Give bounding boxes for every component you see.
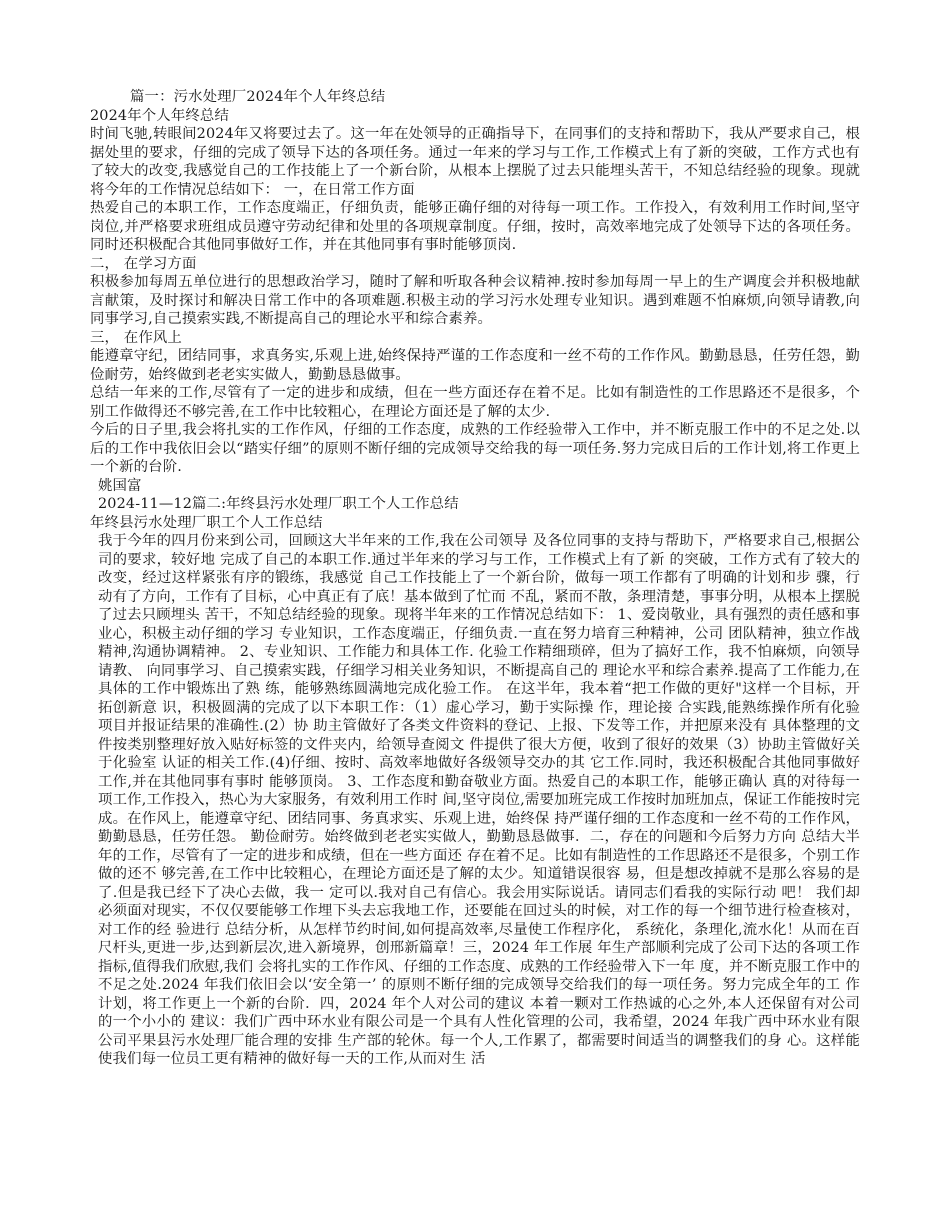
paragraph-summary: 总结一年来的工作,尽管有了一定的进步和成绩，但在一些方面还存在着不足。比如有制造性的工作思路还不是很多，个别工作做得还不够完善,在工作中比较粗心，在理论方面还是了解的太少. (90, 385, 860, 420)
paragraph-future: 今后的日子里,我会将扎实的工作作风，仔细的工作态度，成熟的工作经验带入工作中，并不断克服工作中的不足之处.以后的工作中我依旧会以“踏实仔细”的原则不断仔细的完成领导交给我的每一项任务.努力完成日后的工作计划,将工作更上一个新的台阶. (90, 422, 860, 475)
paragraph-report-2: 我于今年的四月份来到公司，回顾这大半年来的工作,我在公司领导 及各位同事的支持与帮助下，严格要求自己,根据公司的要求，较好地 完成了自己的本职工作.通过半年来的学习与工作，工作模式上有了新 的突破，工作方式有了较大的改变，经过这样紧张有序的锻练，我感觉 自己工作技能上了一个新台阶，做每一项工作都有了明确的计划和步 骤，行动有了方向，工作有了目标，心中真正有了底！基本做到了忙而 不乱，紧而不散，条理清楚，事事分明，从根本上摆脱了过去只顾埋头 苦干，不知总结经验的现象。现将半年来的工作情况总结如下： 1、爱岗敬业，具有强烈的责任感和事业心，积极主动仔细的学习 专业知识，工作态度端正，仔细负责.一直在努力培育三种精神，公司 团队精神，独立作战精神,沟通协调精神。 2、专业知识、工作能力和具体工作. 化验工作精细琐碎，但为了搞好工作，我不怕麻烦，向领导请教、 向同事学习、自己摸索实践，仔细学习相关业务知识，不断提高自己的 理论水平和综合素养.提高了工作能力,在具体的工作中锻炼出了熟 练，能够熟练圆满地完成化验工作。 在这半年，我本着“把工作做的更好"这样一个目标，开拓创新意 识，积极圆满的完成了以下本职工作：（1）虚心学习，勤于实际操 作，理论接 合实践,能熟练操作所有化验项目并报证结果的准确性.(2）协 助主管做好了各类文件资料的登记、上报、下发等工作，并把原来没有 具体整理的文件按类别整理好放入贴好标签的文件夹内，给领导查阅文 件提供了很大方便，收到了很好的效果（3）协助主管做好关于化验室 认证的相关工作.(4)仔细、按时、高效率地做好各级领导交办的其 它工作.同时，我还积极配合其他同事做好工作,并在其他同事有事时 能够顶岗。 3、工作态度和勤奋敬业方面。热爱自己的本职工作，能够正确认 真的对待每一项工作,工作投入，热心为大家服务，有效利用工作时 间,坚守岗位,需要加班完成工作按时加班加点，保证工作能按时完 成。在作风上，能遵章守纪、团结同事、务真求实、乐观上进，始终保 持严谨仔细的工作态度和一丝不苟的工作作风，勤勤恳恳，任劳任怨。 勤俭耐劳。始终做到老老实实做人，勤勤恳恳做事．二，存在的问题和今后努力方向 总结大半年的工作，尽管有了一定的进步和成绩，但在一些方面还 存在着不足。比如有制造性的工作思路还不是很多，个别工作做的还不 够完善,在工作中比较粗心，在理论方面还是了解的太少。知道错误很容 易，但是想改掉就不是那么容易的是了.但是我已经下了决心去做，我一 定可以.我对自己有信心。我会用实际说话。请同志们看我的实际行动 吧！ 我们却必须面对现实，不仅仅要能够工作埋下头去忘我地工作，还要能在回过头的时候，对工作的每一个细节进行检查核对，对工作的经 验进行 总结分析，从怎样节约时间,如何提高效率,尽量使工作程序化， 系统化，条理化,流水化！从而在百尺杆头,更进一步,达到新层次,进入新境界，创邢新篇章！三，2024 年工作展 年生产部顺利完成了公司下达的各项工作指标,值得我们欣慰,我们 会将扎实的工作作风、仔细的工作态度、成熟的工作经验带入下一年 度，并不断克服工作中的不足之处.2024 年我们依旧会以‘安全第一’ 的原则不断仔细的完成领导交给我们的每一项任务。努力完成全年的工 作计划，将工作更上一个新的台阶．四，2024 年个人对公司的建议 本着一颗对工作热诚的心之外,本人还保留有对公司的一个小小的 建议：我们广西中环水业有限公司是一个具有人性化管理的公司，我希望，2024 年我广西中环水业有限公司平果县污水处理厂能合理的安排 生产部的轮休。每一个人,工作累了，都需要时间适当的调整我们的身 心。这样能使我们每一位员工更有精神的做好每一天的工作,从而对生 活 (98, 533, 860, 1067)
document-body (90, 88, 860, 1069)
signature-name: 姚国富 (98, 477, 142, 494)
subheading-study: 二， 在学习方面 (90, 255, 197, 272)
date-and-section-heading-2: 2024-11—12篇二:年终县污水处理厂职工个人工作总结 (98, 496, 459, 512)
section-heading-1: 篇一：污水处理厂2024年个人年终总结 (130, 89, 386, 105)
document-title-2: 年终县污水处理厂职工个人工作总结 (90, 514, 323, 531)
subheading-style: 三， 在作风上 (90, 329, 182, 346)
paragraph-intro: 时间飞驰,转眼间2024年又将要过去了。这一年在处领导的正确指导下，在同事们的支持和帮助下，我从严要求自己，根据处里的要求，仔细的完成了领导下达的各项任务。通过一年来的学习与工作,工作模式上有了新的突破，工作方式也有了较大的改变,我感觉自己的工作技能上了一个新台阶，从根本上摆脱了过去只能埋头苦干，不知总结经验的现象。现就将今年的工作情况总结如下： 一，在日常工作方面 (90, 126, 860, 198)
document-title-1: 2024年个人年终总结 (90, 107, 230, 124)
paragraph-style: 能遵章守纪，团结同事，求真务实,乐观上进,始终保持严谨的工作态度和一丝不苟的工作作风。勤勤恳恳，任劳任怨，勤俭耐劳，始终做到老老实实做人，勤勤恳恳做事。 (90, 348, 860, 383)
paragraph-study: 积极参加每周五单位进行的思想政治学习，随时了解和听取各种会议精神.按时参加每周一早上的生产调度会并积极地献言献策，及时探讨和解决日常工作中的各项难题.积极主动的学习污水处理专业知识。遇到难题不怕麻烦,向领导请教,向同事学习,自己摸索实践,不断提高自己的理论水平和综合素养。 (90, 274, 860, 327)
paragraph-daily-work: 热爱自己的本职工作，工作态度端正，仔细负责，能够正确仔细的对待每一项工作。工作投入，有效利用工作时间,坚守岗位,并严格要求班组成员遵守劳动纪律和处里的各项规章制度。仔细，按时，高效率地完成了处领导下达的各项任务。同时还积极配合其他同事做好工作，并在其他同事有事时能够顶岗. (90, 200, 860, 253)
